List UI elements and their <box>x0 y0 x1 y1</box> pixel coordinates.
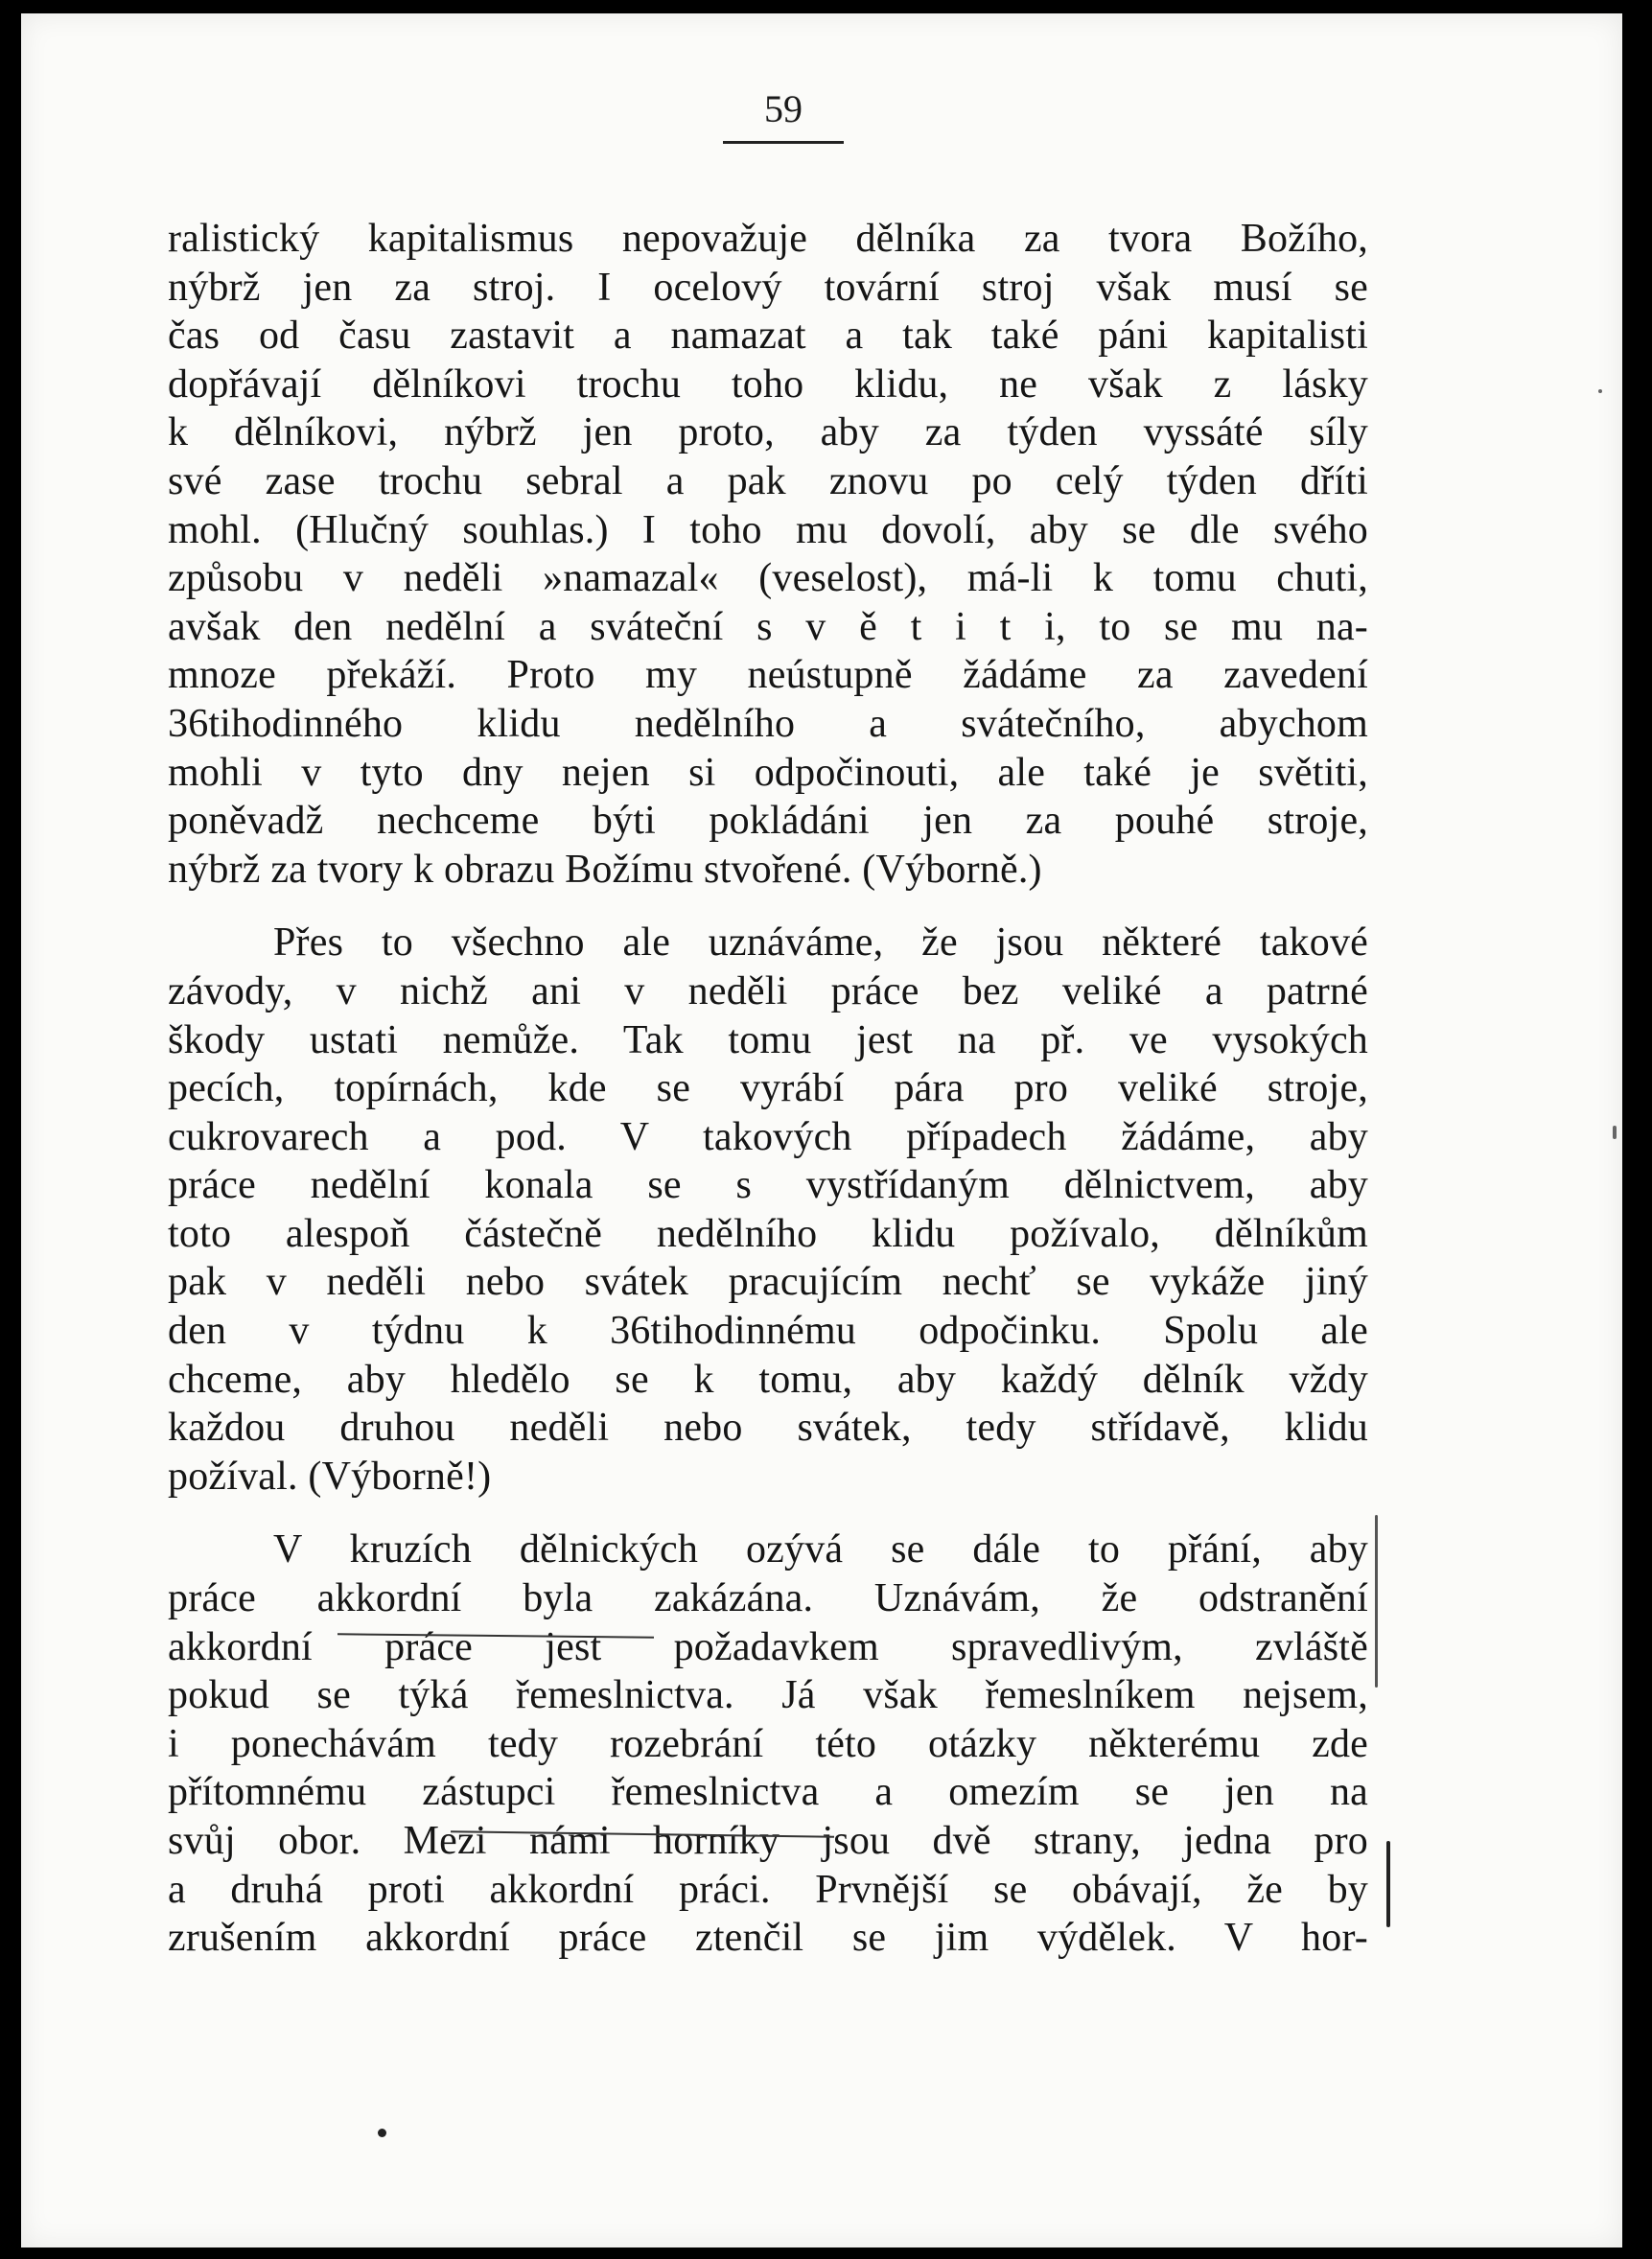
text-line: své zase trochu sebral a pak znovu po celý týden dříti <box>168 458 1368 503</box>
text-line: škody ustati nemůže. Tak tomu jest na př. ve vysokých <box>168 1017 1368 1062</box>
text-line: i ponechávám tedy rozebrání této otázky některému zde <box>168 1721 1368 1766</box>
ink-dot <box>1613 1126 1617 1139</box>
text-line: poněvadž nechceme býti pokládáni jen za pouhé stroje, <box>168 799 1368 844</box>
text-line: mohl. (Hlučný souhlas.) I toho mu dovolí, aby se dle svého <box>168 507 1368 552</box>
text-line: 36tihodinného klidu nedělního a svátečního, abychom <box>168 701 1368 746</box>
text-line: k dělníkovi, nýbrž jen proto, aby za týden vyssáté síly <box>168 410 1368 455</box>
text-line: svůj obor. Mezi námi horníky jsou dvě strany, jedna pro <box>168 1819 1368 1863</box>
text-line: pokud se týká řemeslnictva. Já však řemeslníkem nejsem, <box>168 1673 1368 1718</box>
paragraph-2 <box>168 919 1368 1501</box>
page-number-underline <box>723 141 844 144</box>
text-line: přítomnému zástupci řemeslnictva a omezím se jen na <box>168 1770 1368 1815</box>
margin-line-mark <box>1386 1841 1390 1927</box>
text-line: chceme, aby hledělo se k tomu, aby každý dělník vždy <box>168 1357 1368 1402</box>
text-line: V kruzích dělnických ozývá se dále to přání, aby <box>273 1527 1368 1572</box>
text-line: nýbrž jen za stroj. I ocelový tovární stroj však musí se <box>168 265 1368 310</box>
text-line: způsobu v neděli »namazal« (veselost), má-li k tomu chuti, <box>168 556 1368 601</box>
text-line: cukrovarech a pod. V takových případech žádáme, aby <box>168 1114 1368 1159</box>
text-line: pecích, topírnách, kde se vyrábí pára pro veliké stroje, <box>168 1066 1368 1111</box>
paragraph-1 <box>168 215 1368 894</box>
text-line: akkordní práce jest požadavkem spravedlivým, zvláště <box>168 1624 1368 1669</box>
text-line: toto alespoň částečně nedělního klidu požívalo, dělníkům <box>168 1211 1368 1256</box>
paragraph-gap <box>168 1501 1368 1525</box>
text-line: čas od času zastavit a namazat a tak také páni kapitalisti <box>168 314 1368 359</box>
paragraph-gap <box>168 894 1368 919</box>
ink-dot <box>378 2129 386 2137</box>
text-line: každou druhou neděli nebo svátek, tedy střídavě, klidu <box>168 1406 1368 1451</box>
text-line: a druhá proti akkordní práci. Prvnější se obávají, že by <box>168 1867 1368 1912</box>
text-line: práce nedělní konala se s vystřídaným dělnictvem, aby <box>168 1163 1368 1208</box>
text-line: mohli v tyto dny nejen si odpočinouti, ale také je světiti, <box>168 750 1368 795</box>
text-line: požíval. (Výborně!) <box>168 1454 492 1499</box>
ink-dot <box>1598 389 1602 393</box>
text-line: mnoze překáží. Proto my neústupně žádáme za zavedení <box>168 653 1368 698</box>
text-line: práce akkordní byla zakázána. Uznávám, že odstranění <box>168 1576 1368 1621</box>
text-line: zrušením akkordní práce ztenčil se jim výdělek. V hor- <box>168 1916 1368 1961</box>
margin-bracket-mark <box>1375 1515 1378 1688</box>
text-line: závody, v nichž ani v neděli práce bez veliké a patrné <box>168 968 1368 1013</box>
paragraph-3 <box>168 1525 1368 1962</box>
text-line: ralistický kapitalismus nepovažuje dělníka za tvora Božího, <box>168 217 1368 261</box>
body-text <box>168 215 1368 1963</box>
text-line: nýbrž za tvory k obrazu Božímu stvořené. (Výborně.) <box>168 847 1042 892</box>
text-line: den v týdnu k 36tihodinnému odpočinku. Spolu ale <box>168 1309 1368 1354</box>
page-number: 59 <box>764 87 803 130</box>
text-line: Přes to všechno ale uznáváme, že jsou některé takové <box>273 920 1368 966</box>
text-line: avšak den nedělní a sváteční s v ě t i t i, to se mu na- <box>168 604 1368 649</box>
text-line: dopřávají dělníkovi trochu toho klidu, ne však z lásky <box>168 361 1368 407</box>
book-page <box>21 13 1622 2247</box>
text-line: pak v neděli nebo svátek pracujícím nechť se vykáže jiný <box>168 1260 1368 1305</box>
